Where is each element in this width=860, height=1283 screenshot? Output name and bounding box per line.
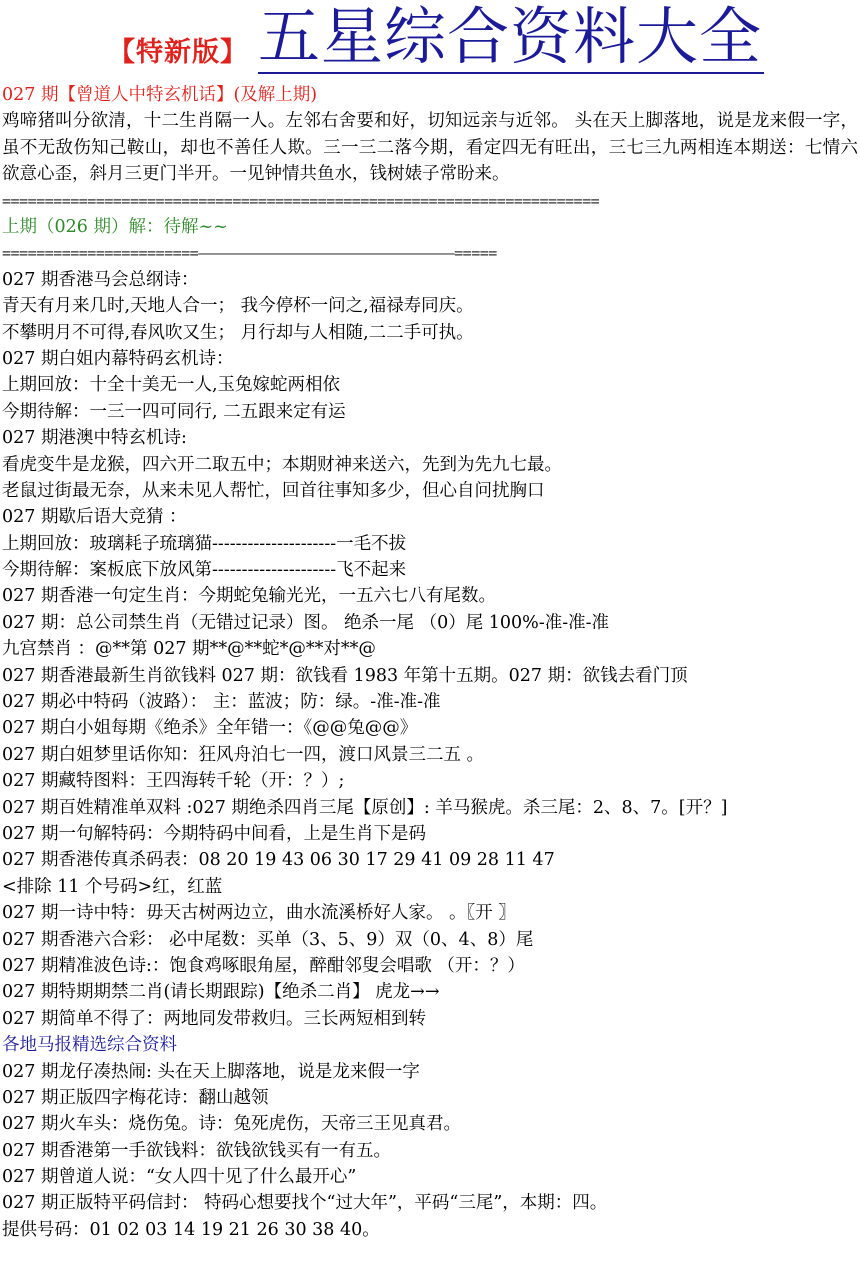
text-line: 027 期歇后语大竞猜 ： xyxy=(2,507,187,528)
text-line: 027 期香港一句定生肖：今期蛇兔输光光，一五六七八有尾数。 xyxy=(2,586,496,607)
text-line: 027 期一诗中特：毋天古树两边立，曲水流溪桥好人家。 。〖开 〗 xyxy=(2,903,516,924)
last-period-heading: 上期（026 期）解：待解~~ xyxy=(2,217,228,237)
text-line: 027 期藏特图料：王四海转千轮（开：？）; xyxy=(2,771,345,792)
text-line: 027 期特期期禁二肖(请长期跟踪)【绝杀二肖】 虎龙→→ xyxy=(2,982,440,1003)
separator-line: ====================================================================== xyxy=(2,191,600,210)
intro-heading: 027 期【曾道人中特玄机话】(及解上期) xyxy=(2,85,318,105)
page-header xyxy=(0,0,860,82)
text-line: 今期待解：一三一四可同行, 二五跟来定有运 xyxy=(2,401,346,422)
text-line: 027 期正版四字梅花诗：翻山越领 xyxy=(2,1087,269,1108)
text-line: 上期回放：玻璃耗子琉璃猫---------------------一毛不拔 xyxy=(2,533,407,554)
title-underline xyxy=(258,72,764,74)
text-line: 027 期香港马会总纲诗： xyxy=(2,269,199,290)
text-line: 上期回放：十全十美无一人,玉兔嫁蛇两相依 xyxy=(2,375,341,396)
text-line: 今期待解：案板底下放风第---------------------飞不起来 xyxy=(2,560,407,581)
text-line: 027 期港澳中特玄机诗: xyxy=(2,428,187,449)
text-line: 不攀明月不可得,春风吹又生； 月行却与人相随,二二手可执。 xyxy=(2,322,474,343)
text-line: 027 期香港第一手欲钱料：欲钱欲钱买有一有五。 xyxy=(2,1140,391,1161)
text-line: 九宫禁肖 ：@**第 027 期**@**蛇*@**对**@ xyxy=(2,639,376,660)
text-line: 027 期正版特平码信封： 特码心想要找个“过大年”，平码“三尾”，本期：四。 xyxy=(2,1193,608,1214)
text-line: 027 期白姐内幕特码玄机诗： xyxy=(2,348,234,369)
text-line: 027 期一句解特码：今期特码中间看，上是生肖下是码 xyxy=(2,823,426,844)
text-line: 027 期香港传真杀码表：08 20 19 43 06 30 17 29 41 09 28 11 47 xyxy=(2,850,555,871)
page-title: 五星综合资料大全 xyxy=(258,0,763,73)
text-line: 027 期白小姐每期《绝杀》全年错一：《@@兔@@》 xyxy=(2,718,418,739)
text-line: 老鼠过街最无奈，从来未见人帮忙，回首往事知多少，但心自问扰胸口 xyxy=(2,480,545,501)
text-line: 027 期精准波色诗:：饱食鸡啄眼角屋，醉酣邻叟会唱歌 （开：？） xyxy=(2,955,525,976)
text-line: 青天有月来几时,天地人合一； 我今停杯一问之,福禄寿同庆。 xyxy=(2,296,474,317)
text-line: 027 期百姓精准单双料 :027 期绝杀四肖三尾【原创】: 羊马猴虎。杀三尾：2、8、7。[开？] xyxy=(2,797,728,818)
regional-list xyxy=(2,1059,858,1244)
main-list xyxy=(2,267,858,1032)
text-line: 027 期简单不得了：两地同发带救归。三长两短相到转 xyxy=(2,1008,426,1029)
text-line: 027 期香港六合彩： 必中尾数：买单（3、5、9）双（0、4、8）尾 xyxy=(2,929,534,950)
text-line: 027 期：总公司禁生肖（无错过记录）图。 绝杀一尾 （0）尾 100%-准-准-准 xyxy=(2,612,610,633)
text-line: 看虎变牛是龙猴，四六开二取五中；本期财神来送六，先到为先九七最。 xyxy=(2,454,562,475)
edition-tag: 【特新版】 xyxy=(108,37,248,68)
text-line: <排除 11 个号码>红，红蓝 xyxy=(2,876,223,897)
text-line: 027 期龙仔凑热闹: 头在天上脚落地，说是龙来假一字 xyxy=(2,1061,420,1082)
intro-paragraph: 鸡啼猪叫分欲清，十二生肖隔一人。左邻右舍要和好，切知远亲与近邻。 头在天上脚落地，说是龙来假一字，虽不无敌伤知己鞍山，却也不善任人欺。三一三二落今期，看定四无有旺出，三七三九两相连本期送：七情六欲意心歪，斜月三更门半开。一见钟情共鱼水，钱树婊子常盼来。 xyxy=(2,111,858,185)
text-line: 提供号码：01 02 03 14 19 21 26 30 38 40。 xyxy=(2,1219,380,1240)
document-body xyxy=(2,82,858,1243)
text-line: 027 期香港最新生肖欲钱料 027 期：欲钱看 1983 年第十五期。027 期：欲钱去看门顶 xyxy=(2,665,688,686)
text-line: 027 期火车头：烧伤兔。诗：兔死虎伤，天帝三王见真君。 xyxy=(2,1114,461,1135)
separator-line: =======================——————————————————————————————===== xyxy=(2,244,497,263)
text-line: 027 期曾道人说：“女人四十见了什么最开心” xyxy=(2,1167,357,1188)
text-line: 027 期白姐梦里话你知：狂风舟泊七一四，渡口风景三二五 。 xyxy=(2,744,485,765)
regional-heading: 各地马报精选综合资料 xyxy=(2,1035,177,1056)
text-line: 027 期必中特码（波路）： 主：蓝波；防：绿。-准-准-准 xyxy=(2,692,441,713)
